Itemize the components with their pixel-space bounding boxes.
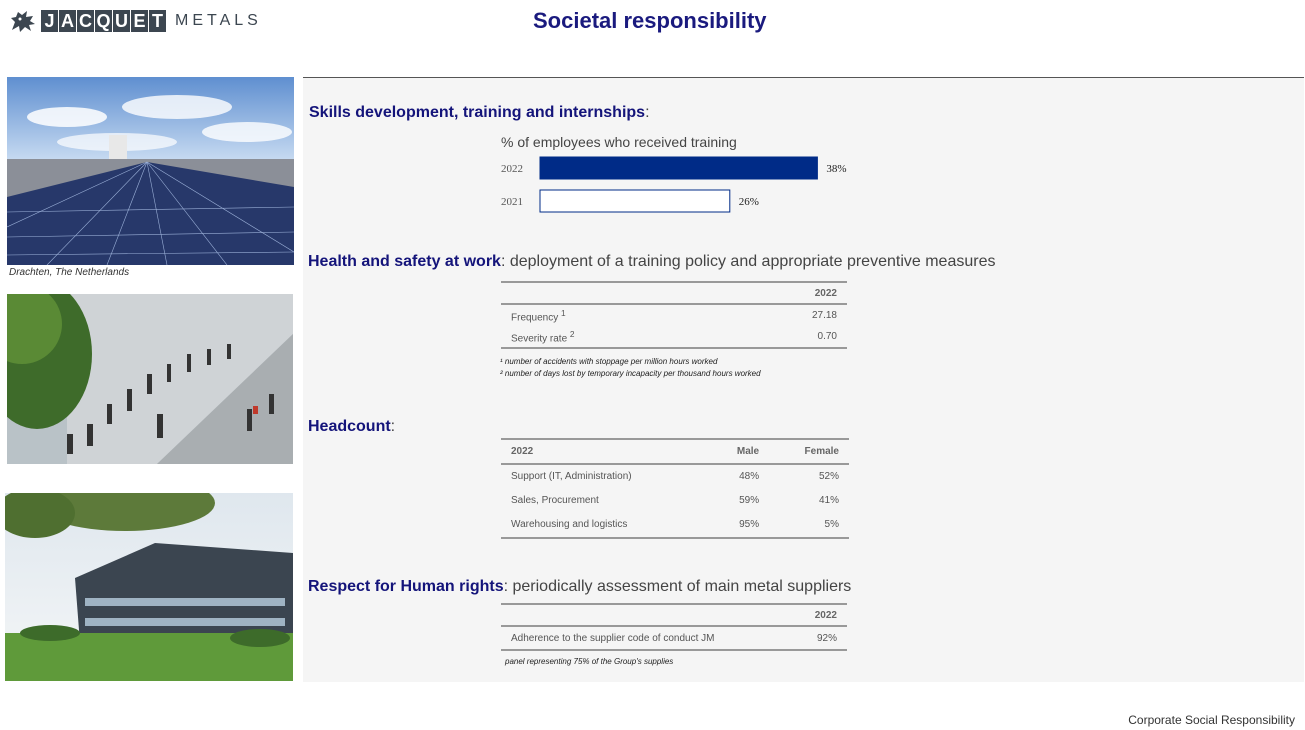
solar-roof-photo: [7, 77, 294, 265]
footnote-ref: 1: [561, 307, 566, 318]
skills-title-rest: :: [645, 104, 650, 121]
row-female: 52%: [818, 471, 839, 482]
jacquet-metals-logo: [8, 8, 262, 34]
headcount-header-female: Female: [804, 446, 839, 457]
value-label: 38%: [826, 163, 847, 175]
content-panel: [303, 77, 1304, 682]
table-row: [501, 488, 849, 512]
riverside-crowd-photo: [7, 294, 293, 464]
headcount-title-strong: Headcount: [308, 418, 391, 435]
health-title-strong: Health and safety at work: [308, 253, 501, 270]
photo-caption: Drachten, The Netherlands: [9, 267, 130, 278]
rights-section-title: [308, 578, 851, 596]
logo-letter: E: [131, 10, 148, 32]
logo-letter: J: [41, 10, 58, 32]
training-chart-svg: [493, 152, 893, 222]
health-table: [501, 281, 847, 349]
headquarters-building-photo: [5, 493, 293, 681]
row-male: 95%: [739, 519, 760, 530]
rights-col-header: 2022: [814, 609, 837, 621]
rights-footnote: panel representing 75% of the Group's supplies: [505, 657, 674, 666]
skills-title-strong: Skills development, training and internships: [309, 104, 646, 121]
headcount-header-male: Male: [736, 446, 760, 457]
logo-suffix: METALS: [175, 12, 262, 29]
health-footnote-1: ¹ number of accidents with stoppage per million hours worked: [500, 357, 718, 366]
table-row: [501, 304, 847, 326]
value-label: 26%: [738, 196, 759, 208]
row-label: Support (IT, Administration): [511, 471, 632, 482]
logo-wordmark: [41, 10, 167, 32]
category-label: 2021: [501, 196, 523, 208]
row-female: 5%: [824, 519, 839, 530]
headcount-title-rest: :: [390, 418, 396, 435]
headcount-section-title: [308, 418, 395, 436]
row-male: 59%: [739, 494, 760, 506]
row-label: Severity rate: [511, 333, 568, 345]
row-male: 48%: [739, 471, 760, 482]
rights-title-strong: Respect for Human rights: [308, 578, 504, 595]
skills-section-title: [309, 104, 650, 122]
logo-letter: U: [115, 10, 128, 31]
footnote-ref: 2: [569, 328, 575, 339]
headcount-table: [501, 438, 849, 539]
logo-letter: A: [61, 10, 74, 31]
row-label: Frequency: [511, 312, 559, 324]
lion-icon: [8, 8, 38, 34]
rights-title-rest: : periodically assessment of main metal suppliers: [503, 578, 852, 595]
logo-letter: C: [79, 10, 92, 31]
category-label: 2022: [501, 163, 523, 175]
row-label: Warehousing and logistics: [511, 519, 628, 530]
table-row: [501, 512, 849, 538]
row-value: 0.70: [817, 331, 837, 342]
table-row: [501, 464, 849, 488]
table-row: [501, 626, 847, 650]
table-row: [501, 326, 847, 348]
headcount-header-year: 2022: [511, 446, 534, 457]
chart-title: % of employees who received training: [501, 134, 737, 150]
health-section-title: [308, 253, 995, 271]
logo-letter: T: [149, 10, 166, 32]
row-female: 41%: [818, 494, 839, 506]
health-title-rest: : deployment of a training policy and appropriate preventive measures: [500, 253, 996, 270]
bar-2021: [540, 190, 730, 212]
bar-2022: [540, 157, 817, 179]
row-value: 27.18: [811, 310, 837, 321]
logo-letter: Q: [96, 10, 111, 31]
rights-table: [501, 603, 847, 651]
page-title: Societal responsibility: [533, 8, 767, 33]
health-footnote-2: ² number of days lost by temporary incapacity per thousand hours worked: [500, 369, 761, 378]
row-label: Adherence to the supplier code of conduct JM: [511, 632, 715, 644]
row-value: 92%: [816, 632, 837, 644]
footer-label: Corporate Social Responsibility: [1128, 713, 1295, 727]
health-col-header: 2022: [814, 287, 837, 299]
row-label: Sales, Procurement: [511, 494, 599, 506]
